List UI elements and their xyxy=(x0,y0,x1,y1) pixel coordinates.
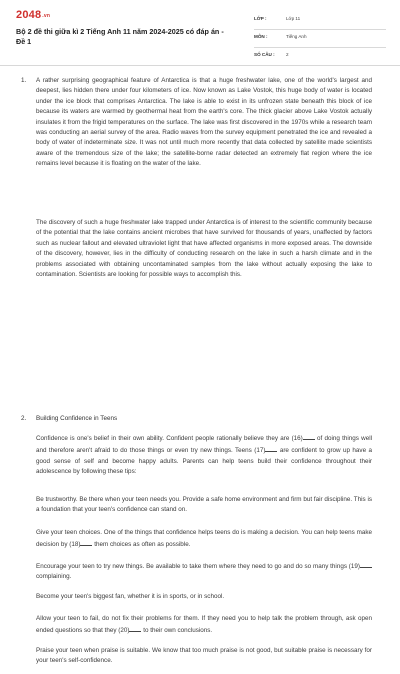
passage-title: Building Confidence in Teens xyxy=(36,415,118,422)
text-segment: them choices as often as possible. xyxy=(92,541,191,549)
exam-meta-table xyxy=(254,13,386,67)
text-segment: Give your teen choices. One of the things that confidence helps teens do is making a decision. You can help teens make decision by (18) xyxy=(36,529,372,549)
text-segment: to their own conclusions. xyxy=(141,627,213,635)
text-segment: Praise your teen when praise is suitable. We know that too much praise is not good, but suitable praise is necessary for your teen's self-confidence. xyxy=(36,647,372,665)
passage-paragraph xyxy=(36,614,372,637)
meta-row-subject xyxy=(254,31,386,48)
passage-paragraph xyxy=(36,592,372,602)
text-segment: are confident to grow up have a good sense of self and become happy adults. Parents can help teens build their confidence throughout their adolescence by following these tips: xyxy=(36,447,372,476)
blank-17[interactable] xyxy=(265,444,277,452)
question-number: 1. xyxy=(21,77,27,84)
blank-19[interactable] xyxy=(360,560,372,568)
passage-paragraph xyxy=(36,432,372,478)
text-segment: Allow your teen to fail, do not fix their problems for them. If they need you to help talk the problem through, ask open ended questions so that they (20) xyxy=(36,615,372,635)
text-segment: of doing things well and therefore aren't afraid to do those things or even try new things. Teens (17) xyxy=(36,435,372,455)
blank-18[interactable] xyxy=(80,538,92,546)
header-divider xyxy=(0,65,400,66)
meta-row-class xyxy=(254,13,386,30)
meta-row-question-count xyxy=(254,49,386,66)
text-segment: Become your teen's biggest fan, whether it is in sports, or in school. xyxy=(36,593,225,600)
text-segment: Be trustworthy. Be there when your teen needs you. Provide a safe home environment and firm but fair discipline. This is a foundation that your teen's confidence can stand on. xyxy=(36,496,372,514)
blank-20[interactable] xyxy=(129,624,141,632)
text-segment: complaining. xyxy=(36,573,72,581)
passage-paragraph: A rather surprising geographical feature of Antarctica is that a huge freshwater lake, one of the world's largest and deepest, lies hidden there under four kilometers of ice. Now known as Lake Vostok, this huge body of water is located under the ice block that comprises Antarctica. The lake is able to exist in its unfrozen state beneath this block of ice because its waters are warmed by geothermal heat from the earth's core. The thick glacier above Lake Vostok actually insulates it from the frigid temperatures on the surface. The lake was first discovered in the 1970s while a research team was conducting an aerial survey of the area. Radio waves from the survey equipment penetrated the ice and revealed a body of water of indeterminate size. It was not until much more recently that data collected by satellite made scientists aware of the tremendous size of the lake; the satellite-borne radar detected an extremely flat region where the ice remains level because it is floating on the water of the lake. xyxy=(36,77,372,168)
site-logo[interactable] xyxy=(16,9,50,21)
questions-list xyxy=(0,76,400,674)
logo-suffix: .vn xyxy=(42,13,51,19)
meta-value: Lớp 11 xyxy=(286,16,301,21)
question-1 xyxy=(0,76,400,414)
question-number: 2. xyxy=(21,415,27,422)
meta-label: MÔN : xyxy=(254,34,268,39)
text-segment: Confidence is one's belief in their own ability. Confident people rationally believe they are (16) xyxy=(36,435,303,442)
page-header xyxy=(0,0,400,66)
blank-16[interactable] xyxy=(303,432,315,440)
meta-value: Tiếng Anh xyxy=(286,34,307,39)
text-segment: Encourage your teen to try new things. Be available to take them where they need to go and do so many things (19) xyxy=(36,563,360,570)
passage-paragraph xyxy=(36,560,372,583)
passage-paragraph xyxy=(36,646,372,667)
passage-paragraph xyxy=(36,528,372,551)
passage-paragraph xyxy=(36,495,372,516)
meta-label: SỐ CÂU : xyxy=(254,52,275,57)
question-2 xyxy=(0,414,400,674)
logo-number: 2048 xyxy=(16,9,42,21)
meta-value: 2 xyxy=(286,52,289,57)
document-title: Bộ 2 đề thi giữa kì 2 Tiếng Anh 11 năm 2024-2025 có đáp án - Đề 1 xyxy=(16,27,224,46)
meta-label: LỚP : xyxy=(254,16,267,21)
passage-paragraph: The discovery of such a huge freshwater lake trapped under Antarctica is of interest to the scientific community because of the potential that the lake contains ancient microbes that have survived for thousands of years, unaffected by factors such as nuclear fallout and elevated ultraviolet light that have affected organisms in more exposed areas. The downside of the discovery, however, lies in the difficulty of conducting research on the lake in such a harsh climate and in the problems associated with obtaining uncontaminated samples from the lake without actually exposing the lake to contamination. Scientists are looking for possible ways to accomplish this. xyxy=(36,219,372,279)
